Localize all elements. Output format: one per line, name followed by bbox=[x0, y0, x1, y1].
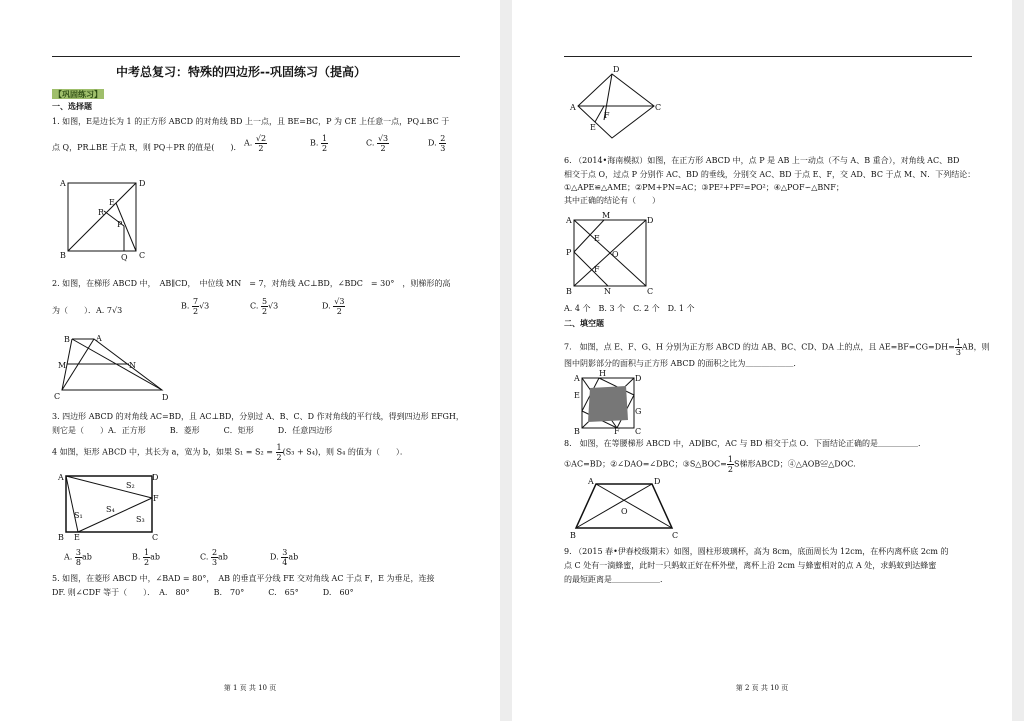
svg-text:D: D bbox=[139, 179, 146, 188]
svg-text:A: A bbox=[96, 334, 102, 343]
section-heading-fill: 二、填空题 bbox=[564, 319, 604, 328]
svg-text:M: M bbox=[602, 211, 611, 220]
q4-option-c: C. $\frac{2}{3}$ ab bbox=[200, 548, 228, 567]
q8-text-2: ①AC=BD；②∠DAO=∠DBC；③S△BOC= $\frac{1}{2}$ S梯形ABCD；④△AOB≌△DOC. bbox=[564, 455, 856, 474]
q2-text-2: 为（ ）．A. 7√3 bbox=[52, 306, 123, 315]
q1-option-b: B. $\frac{1}{2}$ bbox=[310, 134, 328, 153]
q1-option-a: A. $\frac{√2}{2}$ bbox=[244, 134, 267, 153]
svg-text:B: B bbox=[574, 427, 580, 436]
svg-text:M: M bbox=[58, 361, 67, 370]
svg-text:S₁: S₁ bbox=[74, 511, 83, 520]
svg-text:E: E bbox=[74, 533, 80, 542]
svg-text:E: E bbox=[109, 198, 115, 207]
figure-q6 bbox=[564, 210, 656, 294]
svg-text:O: O bbox=[621, 507, 628, 516]
q4-text: 4 如图，矩形 ABCD 中，其长为 a，宽为 b，如果 S₁ = S₂ = $\frac{1}{2}$ (S₃ + S₄)，则 S₄ 的值为（ ）． bbox=[52, 443, 408, 462]
svg-text:C: C bbox=[655, 103, 662, 112]
svg-text:C: C bbox=[647, 287, 654, 296]
q4-option-a: A. $\frac{3}{8}$ ab bbox=[64, 548, 92, 567]
svg-text:C: C bbox=[139, 251, 146, 260]
svg-text:N: N bbox=[129, 361, 136, 370]
svg-text:B: B bbox=[58, 533, 64, 542]
svg-text:D: D bbox=[635, 374, 642, 383]
q1-text-2: 点 Q，PR⊥BE 于点 R，则 PQ＋PR 的值是( )． bbox=[52, 143, 242, 152]
svg-text:S₃: S₃ bbox=[136, 515, 145, 524]
header-rule bbox=[52, 56, 460, 57]
svg-text:A: A bbox=[60, 179, 66, 188]
q1-option-d: D. $\frac{2}{3}$ bbox=[428, 134, 446, 153]
q9-text: 9. （2015 春•伊春校级期末）如图，圆柱形玻璃杯，高为 8cm，底面周长为 12cm，在杯内离杯底 2cm 的 bbox=[564, 547, 949, 556]
svg-text:S₄: S₄ bbox=[106, 505, 115, 514]
svg-text:R: R bbox=[98, 208, 105, 217]
svg-text:B: B bbox=[570, 531, 576, 540]
svg-text:B: B bbox=[566, 287, 572, 296]
q5-text-2: DF. 则∠CDF 等于（ ）． A. 80° B. 70° C. 65° D. 60° bbox=[52, 588, 354, 597]
header-rule bbox=[564, 56, 972, 57]
svg-text:D: D bbox=[654, 477, 661, 486]
q9-text-2: 点 C 处有一滴蜂蜜，此时一只蚂蚁正好在杯外壁，离杯上沿 2cm 与蜂蜜相对的点 A 处，求蚂蚁到达蜂蜜 bbox=[564, 561, 937, 570]
svg-text:C: C bbox=[152, 533, 159, 542]
q8-text: 8. 如图，在等腰梯形 ABCD 中，AD∥BC，AC 与 BD 相交于点 O．下面结论正确的是＿＿＿＿＿． bbox=[564, 439, 927, 448]
q3-text-2: 则它是（ ）A．正方形 B．菱形 C．矩形 D．任意四边形 bbox=[52, 426, 333, 435]
q6-text-4: 其中正确的结论有（ ） bbox=[564, 196, 660, 205]
svg-text:Q: Q bbox=[121, 253, 128, 262]
q2-text: 2. 如图，在梯形 ABCD 中， AB∥CD， 中位线 MN = 7，对角线 AC⊥BD，∠BDC = 30° ，则梯形的高 bbox=[52, 279, 451, 288]
svg-text:C: C bbox=[54, 392, 61, 401]
svg-text:H: H bbox=[599, 369, 606, 378]
section-tag: 【巩固练习】 bbox=[54, 89, 102, 99]
q1-text: 1. 如图，E是边长为 1 的正方形 ABCD 的对角线 BD 上一点，且 BE=BC，P 为 CE 上任意一点，PQ⊥BC 于 bbox=[52, 117, 450, 126]
svg-text:G: G bbox=[635, 407, 642, 416]
svg-text:O: O bbox=[612, 250, 619, 259]
figure-q2 bbox=[54, 332, 170, 404]
q5-text: 5. 如图，在菱形 ABCD 中，∠BAD = 80°， AB 的垂直平分线 FE 交对角线 AC 于点 F，E 为垂足，连接 bbox=[52, 574, 435, 583]
svg-text:D: D bbox=[613, 65, 620, 74]
svg-text:A: A bbox=[566, 216, 572, 225]
svg-text:A: A bbox=[588, 477, 594, 486]
svg-text:F: F bbox=[604, 111, 610, 120]
figure-q5 bbox=[568, 64, 664, 144]
svg-text:C: C bbox=[672, 531, 679, 540]
q3-text: 3. 四边形 ABCD 的对角线 AC=BD，且 AC⊥BD，分别过 A、B、C、D 作对角线的平行线，得到四边形 EFGH， bbox=[52, 412, 464, 421]
q4-option-d: D. $\frac{3}{4}$ ab bbox=[270, 548, 299, 567]
figure-q8 bbox=[568, 476, 684, 540]
svg-text:N: N bbox=[604, 287, 611, 296]
svg-text:D: D bbox=[162, 393, 169, 402]
svg-text:A: A bbox=[574, 374, 580, 383]
q2-option-c: C. $\frac{5}{2}$ √3 bbox=[250, 297, 279, 316]
svg-text:A: A bbox=[58, 473, 64, 482]
page-footer: 第 1 页 共 10 页 bbox=[223, 684, 277, 692]
svg-text:B: B bbox=[64, 335, 70, 344]
svg-text:F: F bbox=[614, 427, 620, 436]
svg-text:P: P bbox=[117, 220, 123, 229]
svg-text:D: D bbox=[152, 473, 159, 482]
q6-text-2: 相交于点 O，过点 P 分别作 AC、BD 的垂线，分别交 AC、BD 于点 E、F，交 AD、BC 于点 M、N．下列结论： bbox=[564, 170, 976, 179]
svg-text:E: E bbox=[590, 123, 596, 132]
q2-option-b: B. $\frac{7}{2}$ √3 bbox=[181, 297, 210, 316]
q4-option-b: B. $\frac{1}{2}$ ab bbox=[132, 548, 160, 567]
figure-q7 bbox=[572, 369, 644, 436]
q6-text: 6. （2014•海南模拟）如图，在正方形 ABCD 中，点 P 是 AB 上一动点（不与 A、B 重合），对角线 AC、BD bbox=[564, 156, 960, 165]
svg-text:F: F bbox=[153, 494, 159, 503]
svg-text:B: B bbox=[60, 251, 66, 260]
svg-text:A: A bbox=[570, 103, 576, 112]
svg-text:P: P bbox=[566, 248, 572, 257]
figure-q1 bbox=[58, 176, 148, 262]
q1-option-c: C. $\frac{√3}{2}$ bbox=[366, 134, 389, 153]
q2-option-d: D. $\frac{√3}{2}$ bbox=[322, 297, 345, 316]
page-title: 中考总复习：特殊的四边形--巩固练习（提高） bbox=[116, 65, 366, 79]
svg-text:D: D bbox=[647, 216, 654, 225]
q6-options: A. 4 个 B. 3 个 C. 2 个 D. 1 个 bbox=[564, 304, 695, 313]
svg-text:C: C bbox=[635, 427, 642, 436]
svg-text:E: E bbox=[574, 391, 580, 400]
svg-text:E: E bbox=[594, 234, 600, 243]
svg-text:F: F bbox=[594, 265, 600, 274]
svg-text:S₂: S₂ bbox=[126, 481, 135, 490]
page-2 bbox=[512, 0, 1012, 721]
q7-text-2: 图中阴影部分的面积与正方形 ABCD 的面积之比为＿＿＿＿＿＿． bbox=[564, 359, 802, 368]
section-heading-choice: 一、选择题 bbox=[52, 102, 92, 111]
q7-text: 7. 如图，点 E、F、G、H 分别为正方形 ABCD 的边 AB、BC、CD、DA 上的点，且 AE=BF=CG=DH= $\frac{1}{3}$ AB，则 bbox=[564, 338, 990, 357]
q6-text-3: ①△APE≌△AME；②PM+PN=AC；③PE²+PF²=PO²；④△POF∽△BNF； bbox=[564, 183, 844, 192]
figure-q4 bbox=[56, 470, 160, 542]
page-1 bbox=[0, 0, 500, 721]
q9-text-3: 的最短距离是＿＿＿＿＿＿． bbox=[564, 575, 668, 584]
page-footer: 第 2 页 共 10 页 bbox=[735, 684, 789, 692]
